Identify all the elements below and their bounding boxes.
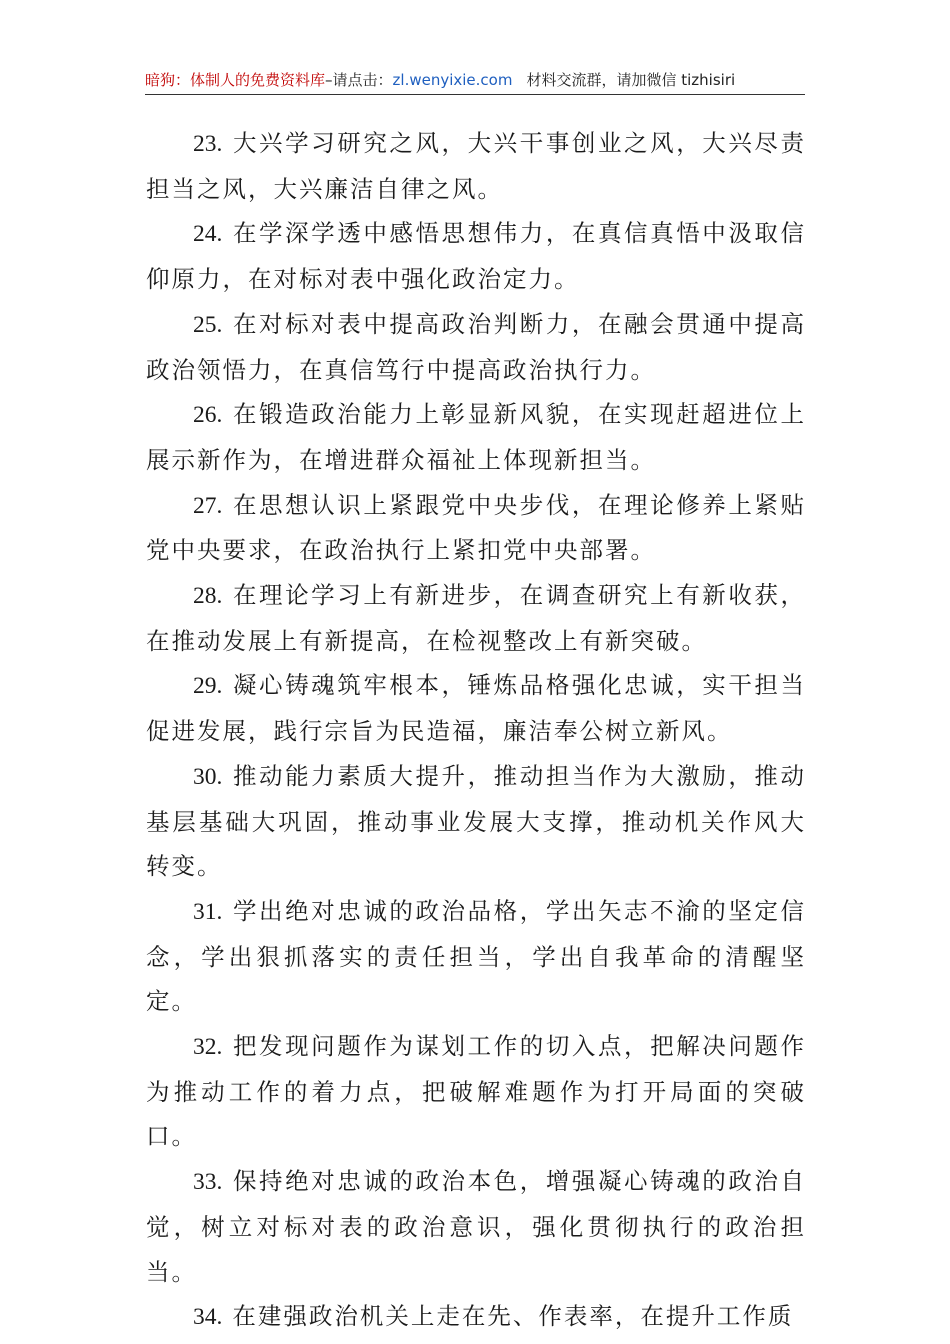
list-item: [146, 121, 806, 211]
item-number: 23.: [193, 131, 223, 157]
item-number: 24.: [193, 221, 223, 248]
list-item: [146, 392, 806, 482]
list-item: [146, 663, 806, 753]
list-item: [146, 483, 806, 573]
header-brand: 暗狗：体制人的免费资料库: [145, 71, 326, 89]
item-number: 28.: [193, 583, 223, 610]
item-text: 在思想认识上紧跟党中央步伐，在理论修养上紧贴党中央要求，在政治执行上紧扣党中央部署。: [146, 490, 806, 565]
item-text: 大兴学习研究之风，大兴干事创业之风，大兴尽责担当之风，大兴廉洁自律之风。: [146, 129, 806, 203]
item-text: 推动能力素质大提升，推动担当作为大激励，推动基层基础大巩固，推动事业发展大支撑，推动机关作风大转变。: [146, 761, 806, 881]
page-header: [145, 66, 805, 95]
header-url-link[interactable]: zl.wenyixie.com: [392, 71, 513, 89]
item-number: 29.: [193, 673, 223, 700]
item-text: 在理论学习上有新进步，在调查研究上有新收获，在推动发展上有新提高，在检视整改上有新突破。: [146, 581, 806, 655]
item-number: 34.: [193, 1304, 223, 1331]
item-text: 凝心铸魂筑牢根本，锤炼品格强化忠诚，实干担当促进发展，践行宗旨为民造福，廉洁奉公树立新风。: [146, 671, 806, 746]
item-text: 在对标对表中提高政治判断力，在融会贯通中提高政治领悟力，在真信笃行中提高政治执行力。: [146, 309, 806, 384]
list-item: [146, 889, 806, 1024]
item-number: 32.: [193, 1034, 223, 1061]
header-wechat-note: 材料交流群，请加微信 tizhisiri: [526, 71, 736, 89]
item-text: 在锻造政治能力上彰显新风貌，在实现赶超进位上展示新作为，在增进群众福祉上体现新担当。: [146, 400, 806, 474]
list-item: [146, 1159, 806, 1294]
list-item: [146, 1024, 806, 1159]
item-number: 30.: [193, 763, 223, 790]
item-number: 31.: [193, 898, 223, 925]
item-number: 33.: [193, 1169, 223, 1196]
list-item: [146, 573, 806, 663]
item-text: 在学深学透中感悟思想伟力，在真信真悟中汲取信仰原力，在对标对表中强化政治定力。: [146, 219, 806, 294]
item-text: 在建强政治机关上走在先、作表率，在提升工作质: [232, 1302, 794, 1331]
list-item: [146, 302, 806, 392]
item-number: 26.: [193, 402, 223, 429]
header-prompt: –请点击：: [325, 71, 393, 89]
item-text: 把发现问题作为谋划工作的切入点，把解决问题作为推动工作的着力点，把破解难题作为打开局面的突破口。: [146, 1032, 806, 1151]
item-text: 学出绝对忠诚的政治品格，学出矢志不渝的坚定信念，学出狠抓落实的责任担当，学出自我革命的清醒坚定。: [146, 896, 806, 1016]
list-item: [146, 754, 806, 889]
item-text: 保持绝对忠诚的政治本色，增强凝心铸魂的政治自觉，树立对标对表的政治意识，强化贯彻执行的政治担当。: [146, 1167, 806, 1286]
document-body: [146, 121, 806, 1340]
item-number: 27.: [193, 492, 223, 519]
list-item: [146, 1294, 806, 1340]
item-number: 25.: [193, 311, 223, 338]
list-item: [146, 211, 806, 301]
